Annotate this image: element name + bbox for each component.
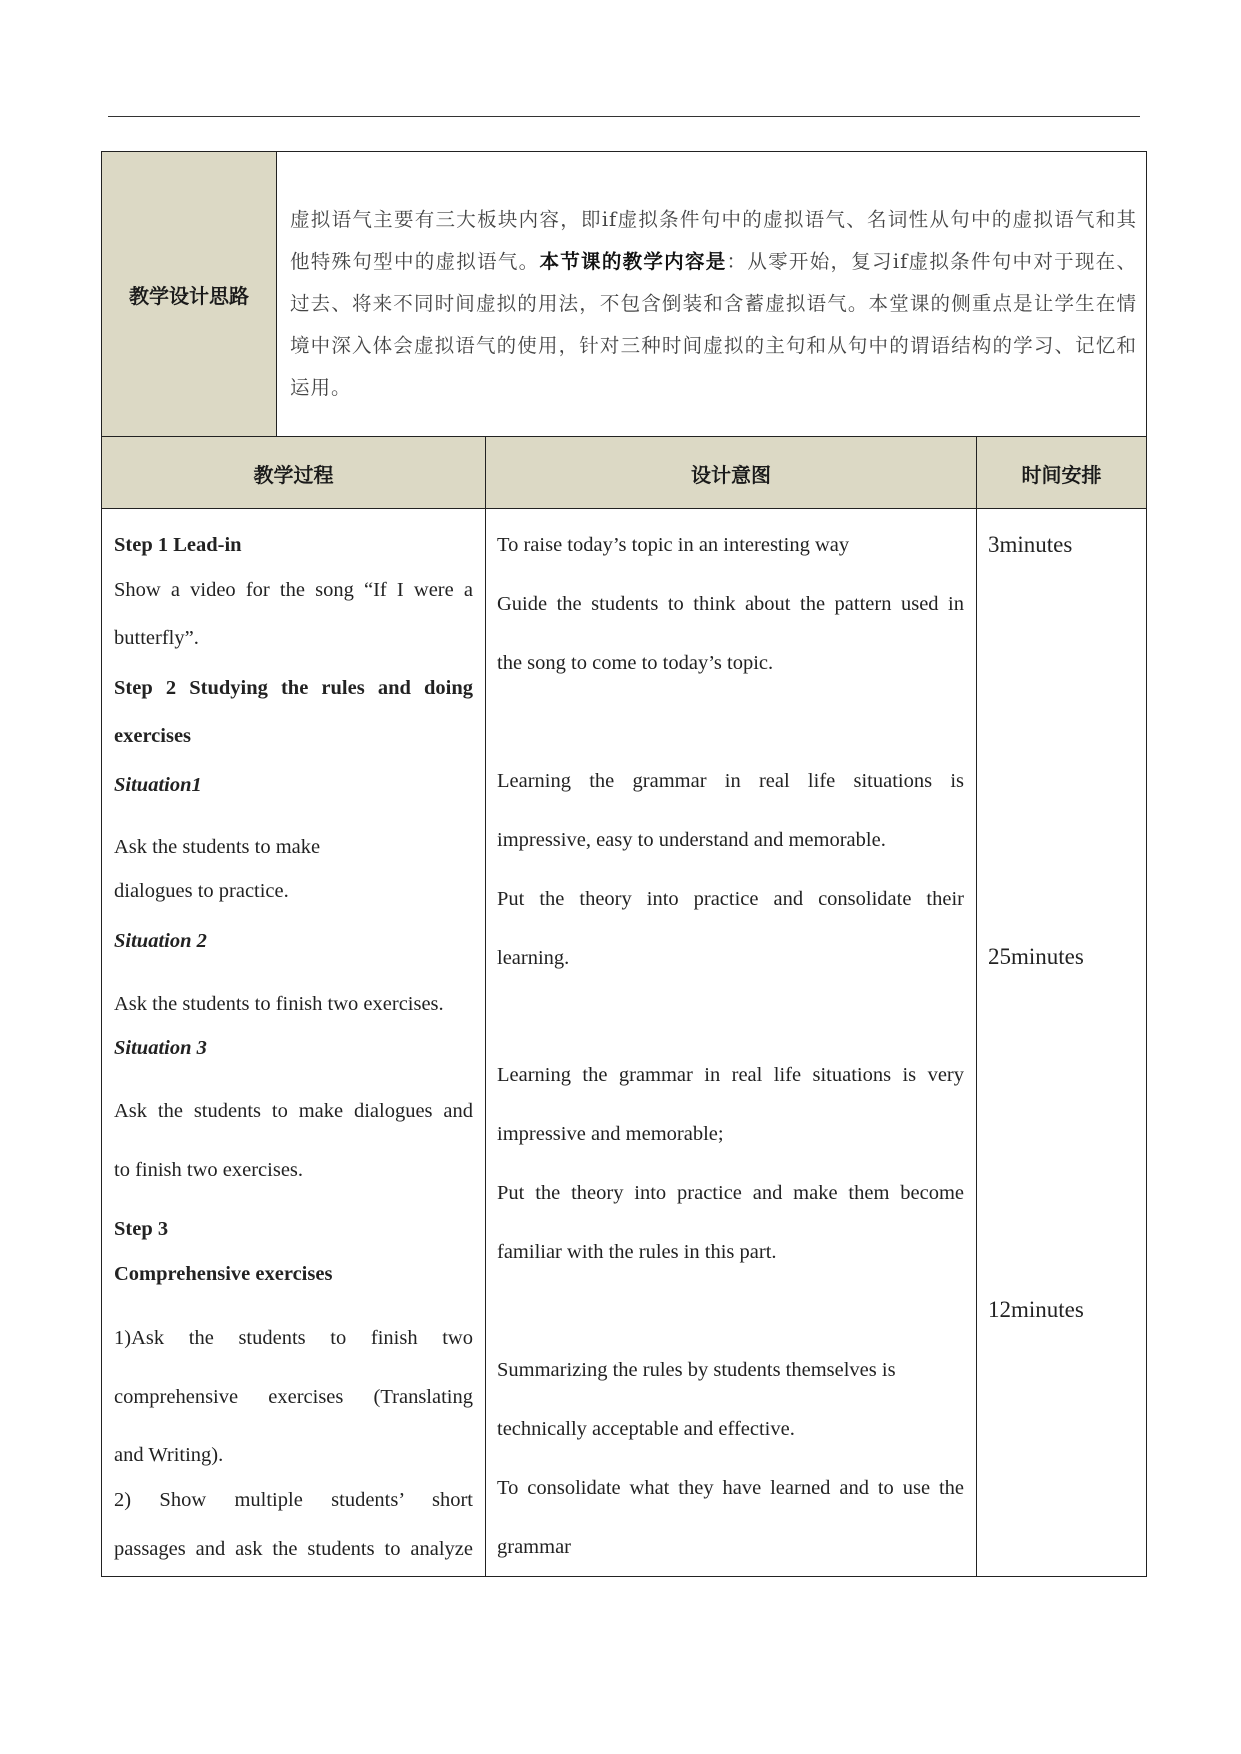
comprehensive2-line1: 2) Show multiple students’ short xyxy=(114,1489,473,1511)
intent-line-2: Guide the students to think about the pattern used in xyxy=(497,593,964,615)
situation2-text: Ask the students to finish two exercises. xyxy=(114,993,444,1015)
comprehensive2-line2: passages and ask the students to analyze xyxy=(114,1538,473,1560)
step3-title-line2: Comprehensive exercises xyxy=(114,1263,333,1285)
header-time: 时间安排 xyxy=(1021,462,1102,487)
time-step3: 12minutes xyxy=(988,1297,1084,1322)
situation3-title: Situation 3 xyxy=(114,1037,207,1059)
situation1-text-line1: Ask the students to make xyxy=(114,836,321,858)
intent-line-15: grammar xyxy=(497,1536,571,1558)
step2-title-line1: Step 2 Studying the rules and doing xyxy=(114,677,473,699)
situation3-text-line1: Ask the students to make dialogues and xyxy=(114,1100,473,1122)
comprehensive1-line1: 1)Ask the students to finish two xyxy=(114,1327,473,1349)
intent-line-14: To consolidate what they have learned and to use the xyxy=(497,1477,964,1499)
step1-title: Step 1 Lead-in xyxy=(114,534,242,556)
time-step2: 25minutes xyxy=(988,944,1084,969)
intent-line-1: To raise today’s topic in an interesting way xyxy=(497,534,850,556)
intent-line-8: Learning the grammar in real life situations is very xyxy=(497,1064,964,1086)
design-idea-label: 教学设计思路 xyxy=(129,283,249,308)
time-step1: 3minutes xyxy=(988,532,1073,557)
intent-line-12: Summarizing the rules by students themselves is xyxy=(497,1359,896,1381)
design-idea-text-part1: 虚拟语气主要有三大板块内容，即if虚拟条件句中的虚拟语气、名词性从句中的虚拟语气和其他特殊句型中的虚拟语气。 xyxy=(290,208,1137,273)
situation3-text-line2: to finish two exercises. xyxy=(114,1159,304,1181)
header-intent: 设计意图 xyxy=(691,462,771,487)
intent-line-4: Learning the grammar in real life situations is xyxy=(497,770,964,792)
column-divider-2 xyxy=(976,436,977,1576)
situation2-title: Situation 2 xyxy=(114,930,207,952)
intent-line-7: learning. xyxy=(497,947,570,969)
situation1-title: Situation1 xyxy=(114,774,202,796)
step2-title-line2: exercises xyxy=(114,725,192,747)
intent-line-13: technically acceptable and effective. xyxy=(497,1418,795,1440)
comprehensive1-line2: comprehensive exercises (Translating xyxy=(114,1386,473,1408)
design-idea-text-part2: ：从零开始，复习if虚拟条件句中对于现在、过去、将来不同时间虚拟的用法，不包含倒装和含蓄虚拟语气。本堂课的侧重点是让学生在情境中深入体会虚拟语气的使用，针对三种时间虚拟的主句和从句中的谓语结构的学习、记忆和运用。 xyxy=(290,250,1137,399)
step1-text-line2: butterfly”. xyxy=(114,627,199,649)
intent-line-9: impressive and memorable; xyxy=(497,1123,724,1145)
intent-line-10: Put the theory into practice and make them become xyxy=(497,1182,964,1204)
intent-line-11: familiar with the rules in this part. xyxy=(497,1241,777,1263)
situation1-text-line2: dialogues to practice. xyxy=(114,880,289,902)
intent-column xyxy=(497,0,964,1576)
process-column xyxy=(114,0,473,1576)
step1-text-line1: Show a video for the song “If I were a xyxy=(114,579,473,601)
intent-line-5: impressive, easy to understand and memorable. xyxy=(497,829,886,851)
design-idea-text-bold: 本节课的教学内容是 xyxy=(539,250,727,273)
column-divider-1 xyxy=(485,436,486,1576)
header-process: 教学过程 xyxy=(253,462,334,487)
step3-title-line1: Step 3 xyxy=(114,1218,169,1240)
intent-line-6: Put the theory into practice and consolidate their xyxy=(497,888,964,910)
intent-line-3: the song to come to today’s topic. xyxy=(497,652,774,674)
comprehensive1-line3: and Writing). xyxy=(114,1444,224,1466)
